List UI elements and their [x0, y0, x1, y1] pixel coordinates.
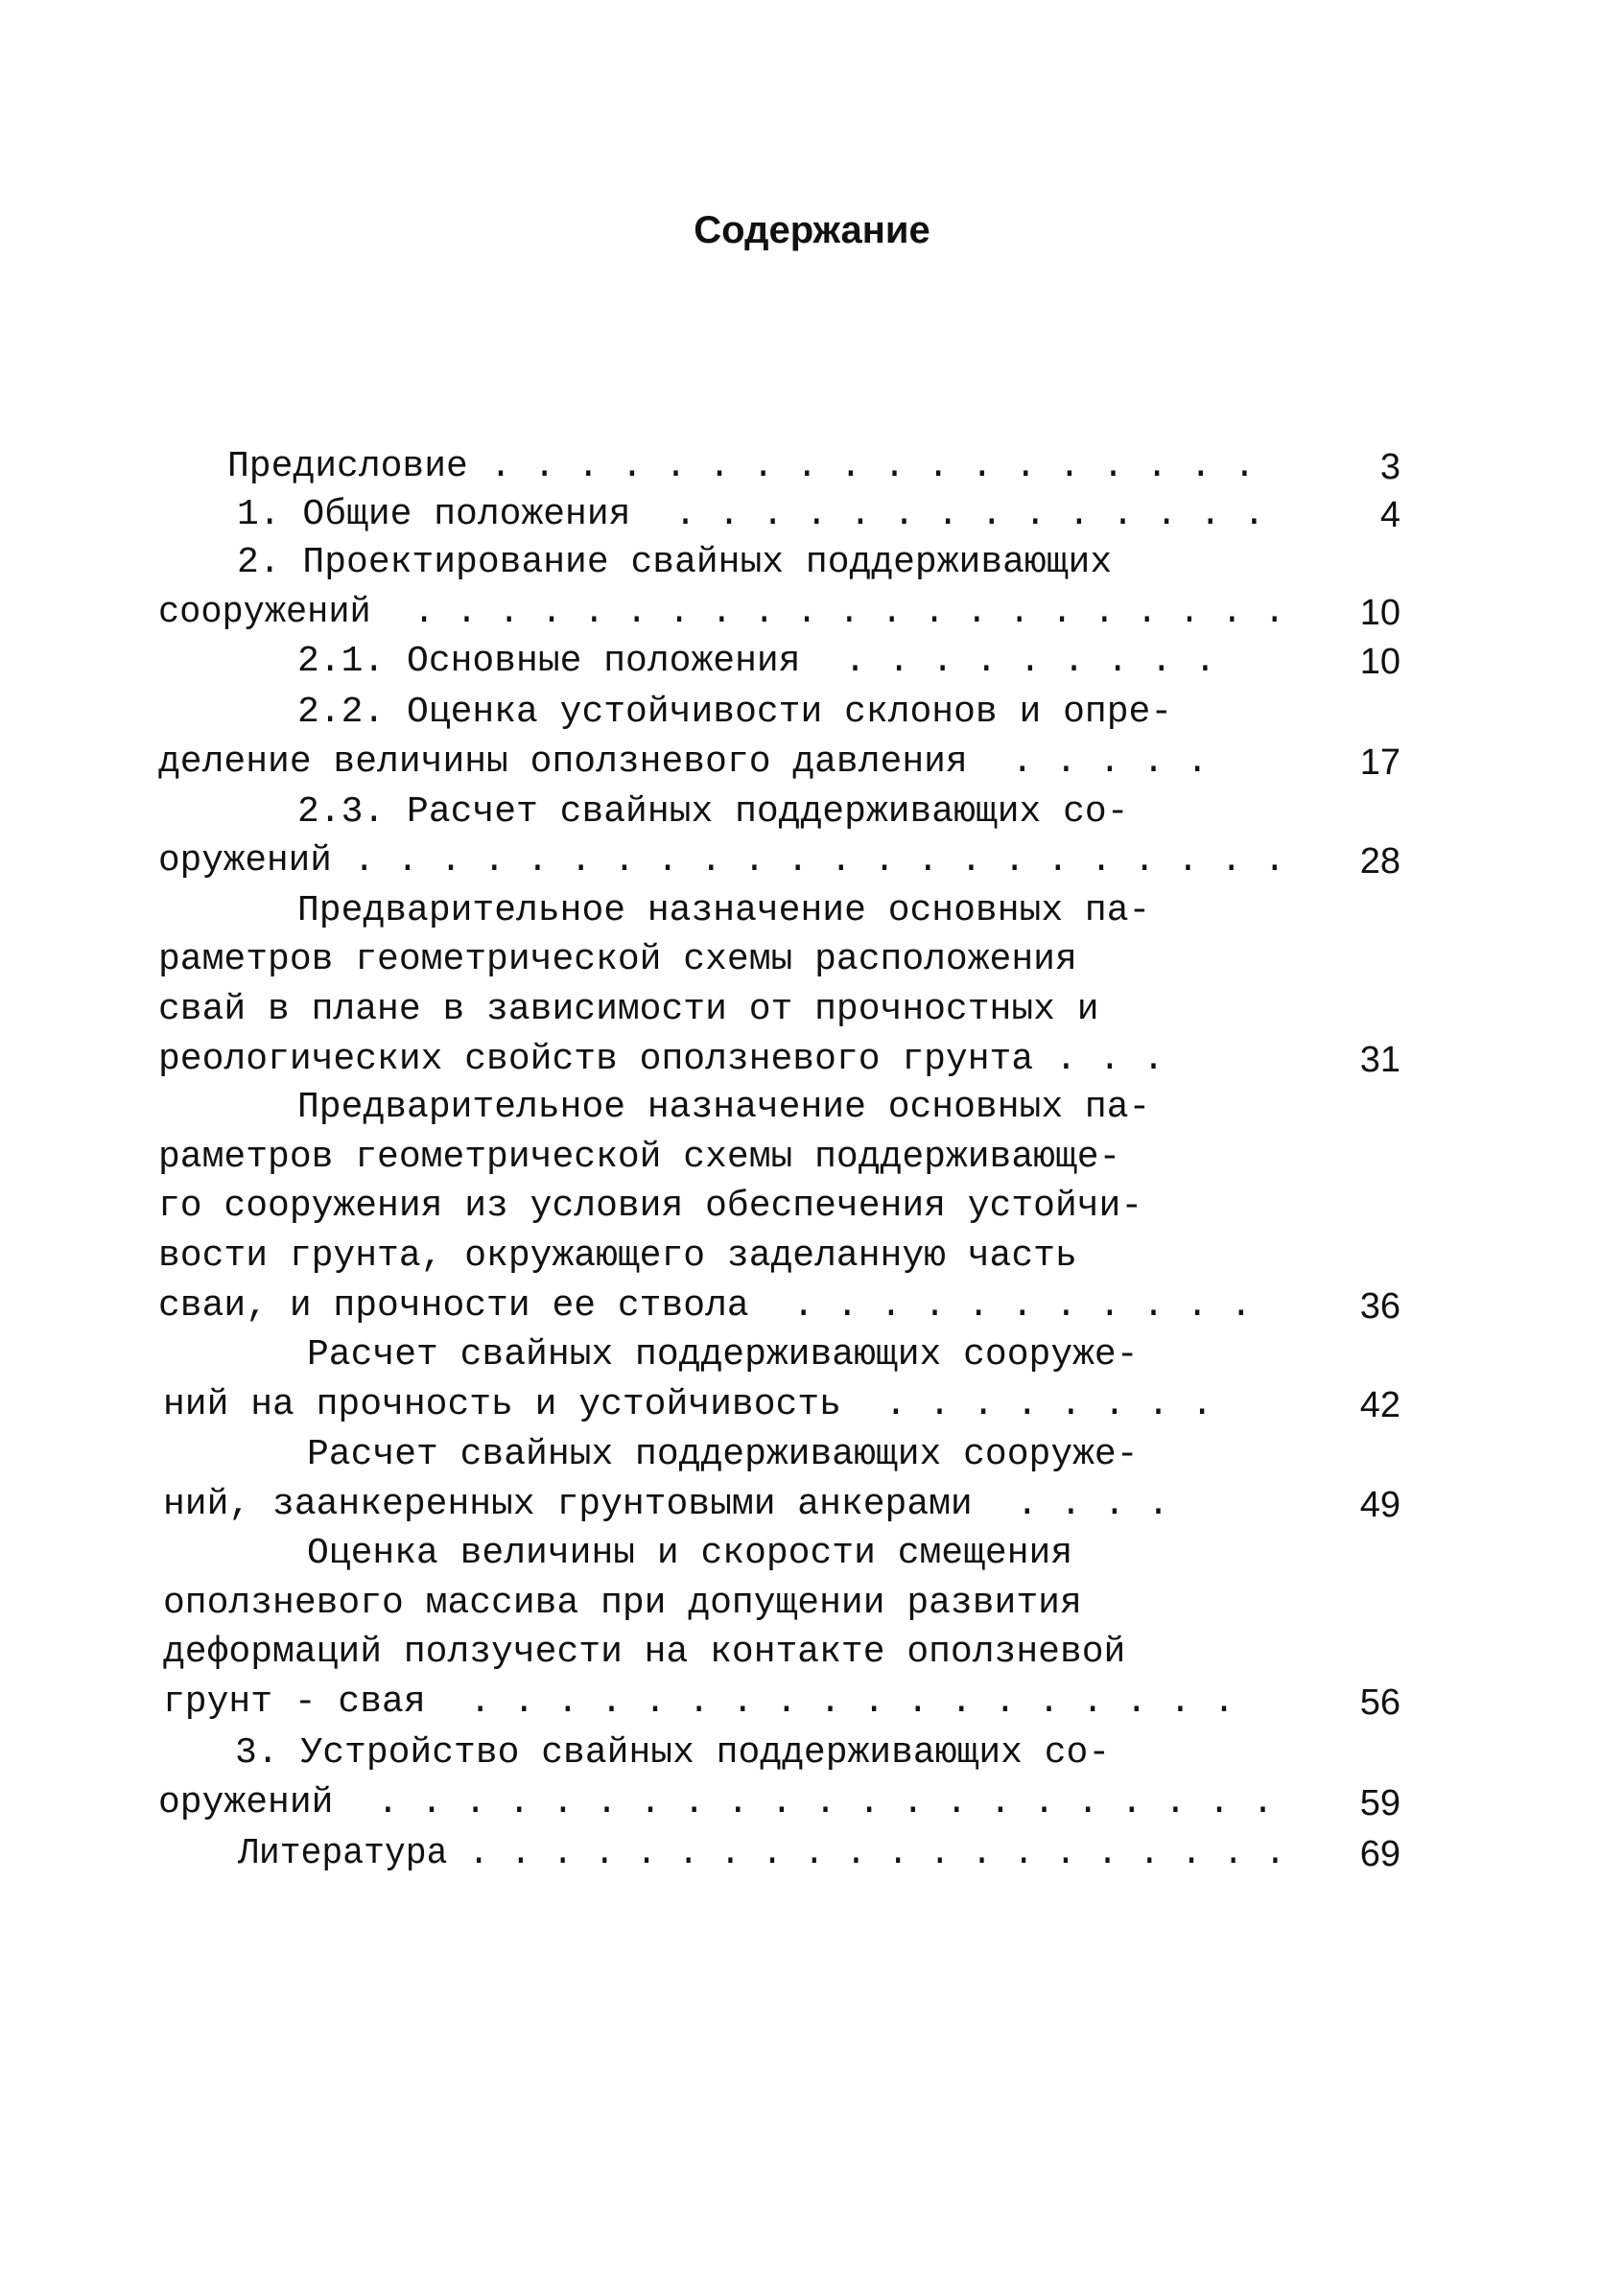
toc-entry-line: раметров геометрической схемы расположения	[158, 939, 1077, 980]
toc-page-number: 49	[1359, 1485, 1400, 1525]
toc-page-number: 10	[1359, 642, 1400, 682]
toc-entry-line: Литература . . . . . . . . . . . . . . . . . . . .	[238, 1833, 1286, 1874]
toc-entry-line: Расчет свайных поддерживающих сооруже-	[307, 1334, 1139, 1376]
toc-entry-line: 2. Проектирование свайных поддерживающих	[237, 542, 1113, 583]
toc-page-number: 3	[1379, 447, 1400, 487]
toc-page-number: 28	[1359, 841, 1400, 882]
toc-entry-line: ний, заанкеренных грунтовыми анкерами . . . .	[163, 1484, 1169, 1525]
toc-entry-line: 2.1. Основные положения . . . . . . . . .	[297, 641, 1216, 682]
toc-entry-line: вости грунта, окружающего заделанную часть	[158, 1235, 1077, 1277]
page-title: Содержание	[694, 209, 930, 251]
toc-entry-line: 1. Общие положения . . . . . . . . . . . . . .	[237, 494, 1265, 535]
toc-entry-line: Предварительное назначение основных па-	[297, 1087, 1151, 1128]
toc-entry-line: Предварительное назначение основных па-	[297, 890, 1151, 931]
toc-entry-line: оружений . . . . . . . . . . . . . . . . . . . . . .	[158, 840, 1286, 882]
toc-entry-line: реологических свойств оползневого грунта . . .	[158, 1039, 1165, 1080]
toc-page-number: 42	[1359, 1385, 1400, 1425]
toc-page-number: 4	[1379, 495, 1400, 535]
toc-page-number: 36	[1359, 1286, 1400, 1327]
toc-entry-line: оружений . . . . . . . . . . . . . . . . . . . . .	[158, 1782, 1274, 1823]
toc-entry-line: раметров геометрической схемы поддерживающе-	[158, 1137, 1121, 1178]
toc-entry-line: оползневого массива при допущении развития	[163, 1583, 1082, 1624]
toc-entry-line: ний на прочность и устойчивость . . . . . . . .	[163, 1384, 1213, 1425]
toc-entry-line: 2.3. Расчет свайных поддерживающих со-	[297, 791, 1129, 833]
toc-entry-line: 3. Устройство свайных поддерживающих со-	[235, 1732, 1111, 1774]
toc-entry-line: деление величины оползневого давления . . . . .	[158, 741, 1209, 783]
toc-page-number: 69	[1359, 1834, 1400, 1874]
toc-entry-line: Предисловие . . . . . . . . . . . . . . . . . .	[227, 446, 1256, 487]
toc-entry-line: свай в плане в зависимости от прочностных и	[158, 989, 1099, 1030]
toc-page-number: 59	[1359, 1783, 1400, 1823]
toc-page-number: 31	[1359, 1040, 1400, 1080]
toc-entry-line: Оценка величины и скорости смещения	[307, 1533, 1073, 1574]
toc-entry-line: 2.2. Оценка устойчивости склонов и опре-	[297, 692, 1173, 733]
toc-entry-line: деформаций ползучести на контакте оползневой	[163, 1632, 1126, 1673]
toc-entry-line: Расчет свайных поддерживающих сооруже-	[307, 1434, 1139, 1475]
toc-page-number: 10	[1359, 593, 1400, 633]
toc-page-number: 56	[1359, 1682, 1400, 1723]
toc-entry-line: го сооружения из условия обеспечения устойчи-	[158, 1186, 1143, 1227]
toc-entry-line: сооружений . . . . . . . . . . . . . . . . . . . . .	[158, 592, 1285, 633]
toc-entry-line: сваи, и прочности ее ствола . . . . . . . . . . .	[158, 1285, 1253, 1327]
toc-entry-line: грунт - свая . . . . . . . . . . . . . . . . . .	[163, 1681, 1236, 1723]
toc-page-number: 17	[1359, 742, 1400, 783]
